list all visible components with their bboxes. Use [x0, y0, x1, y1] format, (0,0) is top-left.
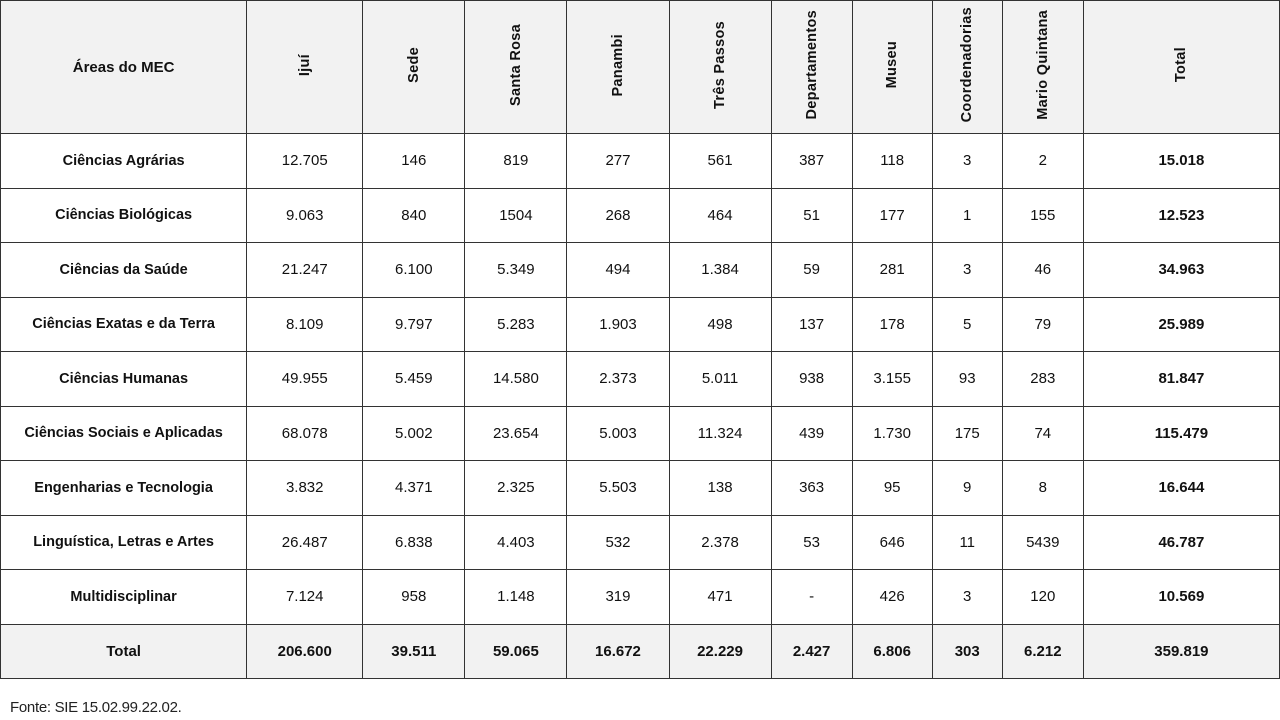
header-sede: Sede: [363, 1, 465, 134]
footer-cell: 16.672: [567, 624, 669, 679]
header-museu: Museu: [852, 1, 932, 134]
row-total: 12.523: [1083, 188, 1279, 243]
row-total: 10.569: [1083, 570, 1279, 625]
footer-cell: 206.600: [247, 624, 363, 679]
table-cell: 178: [852, 297, 932, 352]
table-cell: 177: [852, 188, 932, 243]
table-row: [1, 406, 1280, 461]
area-name: Ciências Agrárias: [1, 134, 247, 189]
table-cell: 1.384: [669, 243, 771, 298]
table-cell: 3: [932, 243, 1002, 298]
header-row: [1, 1, 1280, 134]
table-cell: 5439: [1002, 515, 1083, 570]
table-cell: 3.155: [852, 352, 932, 407]
footer-cell: 22.229: [669, 624, 771, 679]
table-cell: 1504: [465, 188, 567, 243]
table-cell: 5.503: [567, 461, 669, 516]
table-cell: 6.838: [363, 515, 465, 570]
table-cell: 426: [852, 570, 932, 625]
table-cell: 2.373: [567, 352, 669, 407]
table-cell: 146: [363, 134, 465, 189]
header-ijui: Ijuí: [247, 1, 363, 134]
table-cell: 494: [567, 243, 669, 298]
table-cell: 532: [567, 515, 669, 570]
table-cell: 14.580: [465, 352, 567, 407]
table-cell: 2.325: [465, 461, 567, 516]
row-total: 115.479: [1083, 406, 1279, 461]
header-mario-quintana: Mario Quintana: [1002, 1, 1083, 134]
table-cell: 21.247: [247, 243, 363, 298]
table-cell: 12.705: [247, 134, 363, 189]
table-cell: 8.109: [247, 297, 363, 352]
table-cell: 26.487: [247, 515, 363, 570]
table-row: [1, 515, 1280, 570]
table-cell: 6.100: [363, 243, 465, 298]
area-name: Engenharias e Tecnologia: [1, 461, 247, 516]
table-cell: 46: [1002, 243, 1083, 298]
header-coordenadorias: Coordenadorias: [932, 1, 1002, 134]
table-cell: 59: [771, 243, 852, 298]
table-cell: 938: [771, 352, 852, 407]
table-cell: 5.349: [465, 243, 567, 298]
table-cell: 958: [363, 570, 465, 625]
header-departamentos: Departamentos: [771, 1, 852, 134]
footer-cell: 303: [932, 624, 1002, 679]
table-row: [1, 461, 1280, 516]
area-name: Ciências Exatas e da Terra: [1, 297, 247, 352]
area-name: Linguística, Letras e Artes: [1, 515, 247, 570]
table-cell: 23.654: [465, 406, 567, 461]
area-name: Ciências Sociais e Aplicadas: [1, 406, 247, 461]
table-cell: 1.148: [465, 570, 567, 625]
table-cell: 268: [567, 188, 669, 243]
table-row: [1, 570, 1280, 625]
table-cell: 5.011: [669, 352, 771, 407]
table-cell: 283: [1002, 352, 1083, 407]
table-cell: 9: [932, 461, 1002, 516]
table-cell: -: [771, 570, 852, 625]
table-cell: 138: [669, 461, 771, 516]
table-cell: 3: [932, 134, 1002, 189]
row-total: 25.989: [1083, 297, 1279, 352]
table-cell: 49.955: [247, 352, 363, 407]
source-note: Fonte: SIE 15.02.99.22.02.: [10, 699, 182, 716]
table-cell: 646: [852, 515, 932, 570]
table-cell: 2.378: [669, 515, 771, 570]
table-cell: 471: [669, 570, 771, 625]
table-cell: 1.730: [852, 406, 932, 461]
table-cell: 120: [1002, 570, 1083, 625]
table-cell: 79: [1002, 297, 1083, 352]
table-cell: 11: [932, 515, 1002, 570]
table-cell: 1: [932, 188, 1002, 243]
row-total: 34.963: [1083, 243, 1279, 298]
table-cell: 819: [465, 134, 567, 189]
table-cell: 68.078: [247, 406, 363, 461]
footer-total-row: [1, 624, 1280, 679]
table-cell: 4.371: [363, 461, 465, 516]
table-row: [1, 188, 1280, 243]
row-total: 81.847: [1083, 352, 1279, 407]
area-name: Ciências Biológicas: [1, 188, 247, 243]
area-name: Multidisciplinar: [1, 570, 247, 625]
table-row: [1, 297, 1280, 352]
area-name: Ciências Humanas: [1, 352, 247, 407]
table-cell: 155: [1002, 188, 1083, 243]
table-cell: 1.903: [567, 297, 669, 352]
table-cell: 7.124: [247, 570, 363, 625]
footer-cell: 6.212: [1002, 624, 1083, 679]
table-cell: 5.002: [363, 406, 465, 461]
table-cell: 464: [669, 188, 771, 243]
table-row: [1, 243, 1280, 298]
table-cell: 281: [852, 243, 932, 298]
row-total: 16.644: [1083, 461, 1279, 516]
table-cell: 137: [771, 297, 852, 352]
table-cell: 363: [771, 461, 852, 516]
table-cell: 387: [771, 134, 852, 189]
table-row: [1, 134, 1280, 189]
table-cell: 3.832: [247, 461, 363, 516]
table-cell: 439: [771, 406, 852, 461]
footer-grand-total: 359.819: [1083, 624, 1279, 679]
table-cell: 498: [669, 297, 771, 352]
table-cell: 3: [932, 570, 1002, 625]
table-cell: 118: [852, 134, 932, 189]
table-cell: 74: [1002, 406, 1083, 461]
table-cell: 11.324: [669, 406, 771, 461]
header-total: Total: [1083, 1, 1279, 134]
table-cell: 319: [567, 570, 669, 625]
footer-cell: 59.065: [465, 624, 567, 679]
table-cell: 9.797: [363, 297, 465, 352]
table-row: [1, 352, 1280, 407]
footer-cell: 2.427: [771, 624, 852, 679]
table-cell: 2: [1002, 134, 1083, 189]
table-cell: 4.403: [465, 515, 567, 570]
table-cell: 175: [932, 406, 1002, 461]
header-santa-rosa: Santa Rosa: [465, 1, 567, 134]
table-cell: 93: [932, 352, 1002, 407]
table-cell: 5: [932, 297, 1002, 352]
footer-cell: 39.511: [363, 624, 465, 679]
table-cell: 5.003: [567, 406, 669, 461]
table-cell: 561: [669, 134, 771, 189]
row-total: 46.787: [1083, 515, 1279, 570]
table-cell: 8: [1002, 461, 1083, 516]
table-cell: 5.283: [465, 297, 567, 352]
footer-label: Total: [1, 624, 247, 679]
header-tres-passos: Três Passos: [669, 1, 771, 134]
table-cell: 95: [852, 461, 932, 516]
table-cell: 53: [771, 515, 852, 570]
table-cell: 9.063: [247, 188, 363, 243]
header-areas: Áreas do MEC: [1, 1, 247, 134]
area-name: Ciências da Saúde: [1, 243, 247, 298]
header-panambi: Panambi: [567, 1, 669, 134]
table-cell: 51: [771, 188, 852, 243]
row-total: 15.018: [1083, 134, 1279, 189]
footer-cell: 6.806: [852, 624, 932, 679]
table-cell: 5.459: [363, 352, 465, 407]
table-cell: 840: [363, 188, 465, 243]
table-cell: 277: [567, 134, 669, 189]
